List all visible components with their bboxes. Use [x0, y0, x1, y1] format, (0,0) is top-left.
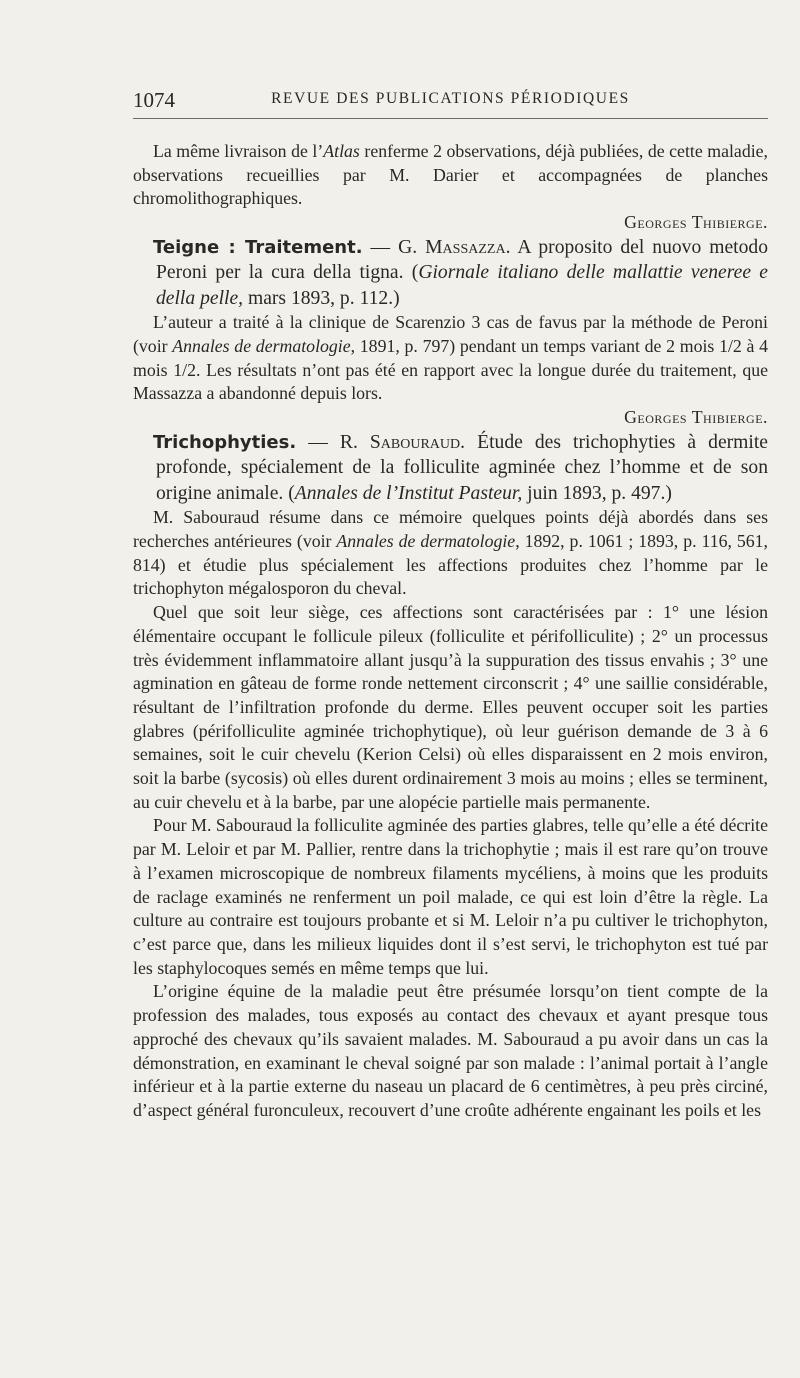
article2-paragraph-4: L’origine équine de la maladie peut être présumée lorsqu’on tient compte de la profession des malades, tous exposés au contact des chevaux et ayant presque tous approché des chevaux qu’ils savaient malades. M. Sabouraud a pu avoir dans un cas la démonstration, en examinant le cheval soigné par son malade : l’animal portait à l’angle inférieur et à la partie externe du naseau un placard de 6 centimètres, à peu près circiné, d’aspect général furonculeux, recouvert d’une croûte adhérente engainant les poils et les	[133, 981, 768, 1120]
article-heading-teigne	[133, 235, 768, 312]
article2-paragraph-1	[133, 506, 768, 601]
intro-atlas: Atlas	[323, 141, 360, 161]
running-title: REVUE DES PUBLICATIONS PÉRIODIQUES	[271, 90, 630, 107]
heading-author: Massazza	[425, 236, 506, 258]
heading-text: — R.	[296, 431, 370, 453]
heading-journal: Giornale italiano delle mallattie veneree e della pelle,	[156, 262, 768, 309]
heading-keyword: Trichophyties.	[153, 431, 297, 453]
intro-text-1: La même livraison de l’	[153, 141, 324, 161]
heading-title: . A proposito del nuovo metodo Peroni per la cura della tigna. (	[156, 236, 768, 284]
intro-signature: Georges Thibierge.	[624, 212, 768, 233]
body-text-1: M. Sabouraud résume dans ce mémoire quelques points déjà abordés dans ses recherches antérieures (voir	[133, 507, 768, 552]
body-text-2: , 1891, p. 797) pendant un temps variant de 2 mois 1/2 à 4 mois 1/2. Les résultats n’ont pas été en rapport avec la longue durée du traitement, que Massazza a abandonné depuis lors.	[133, 336, 769, 404]
body-journal: Annales de dermatologie	[336, 531, 516, 552]
article-body-teigne	[133, 311, 768, 430]
body-text-2: , 1892, p. 1061 ; 1893, p. 116, 561, 814) et étudie plus spécialement les affections produites chez l’homme par le trichophyton mégalosporon du cheval.	[133, 531, 768, 599]
intro-text-2: renferme 2 observations, déjà publiées, de cette maladie, observations recueillies par M. Darier et accompagnées de planches chromolithographiques.	[133, 141, 768, 209]
heading-text: — G.	[362, 236, 426, 258]
heading-reference: mars 1893, p. 112.)	[243, 287, 400, 309]
article-heading-trichophyties	[133, 430, 768, 507]
page-body	[133, 140, 768, 1123]
heading-keyword: Teigne : Traitement.	[153, 236, 363, 258]
body-journal: Annales de dermatologie	[172, 336, 351, 357]
article2-paragraph-2: Quel que soit leur siège, ces affections sont caractérisées par : 1° une lésion élémentaire occupant le follicule pileux (folliculite et périfolliculite) ; 2° un processus très évidemment inflammatoire allant jusqu’à la suppuration des tissus envahis ; 3° une agmination en gâteau de forme ronde nettement circonscrit ; 4° une saillie considérable, résultant de l’infiltration profonde du derme. Elles peuvent occuper soit les parties glabres (périfolliculite agminée trichophytique), où leur guérison demande de 3 à 6 semaines, soit le cuir chevelu (Kerion Celsi) où elles disparaissent en 2 mois environ, soit la barbe (sycosis) où elles durent ordinairement 3 mois au moins ; elles se terminent, au cuir chevelu et à la barbe, par une alopécie partielle mais permanente.	[133, 602, 768, 812]
body-text-1: L’auteur a traité à la clinique de Scarenzio 3 cas de favus par la méthode de Peroni (voir	[133, 312, 768, 357]
page-number: 1074	[133, 88, 175, 112]
article2-paragraph-3: Pour M. Sabouraud la folliculite agminée des parties glabres, telle qu’elle a été décrite par M. Leloir et par M. Pallier, rentre dans la trichophytie ; mais il est rare qu’on trouve à l’examen microscopique de nombreux filaments mycéliens, à moins que les produits de raclage examinés ne renferment un poil malade, ce qui est loin d’être la règle. La culture au contraire est toujours probante et si M. Leloir n’a pu cultiver le trichophyton, c’est parce que, dans les milieux liquides dont il s’est servi, le trichophyton est tué par les staphylocoques semés en même temps que lui.	[133, 815, 768, 978]
heading-reference: juin 1893, p. 497.)	[522, 482, 672, 504]
heading-author: Sabouraud	[369, 431, 461, 453]
heading-title: . Étude des trichophyties à dermite profonde, spécialement de la folliculite agminée chez l’homme et de son origine animale. (	[156, 431, 768, 504]
article1-signature: Georges Thibierge.	[624, 407, 768, 428]
page-header	[133, 88, 768, 119]
heading-journal: Annales de l’Institut Pasteur,	[294, 482, 523, 504]
intro-paragraph	[133, 140, 768, 235]
